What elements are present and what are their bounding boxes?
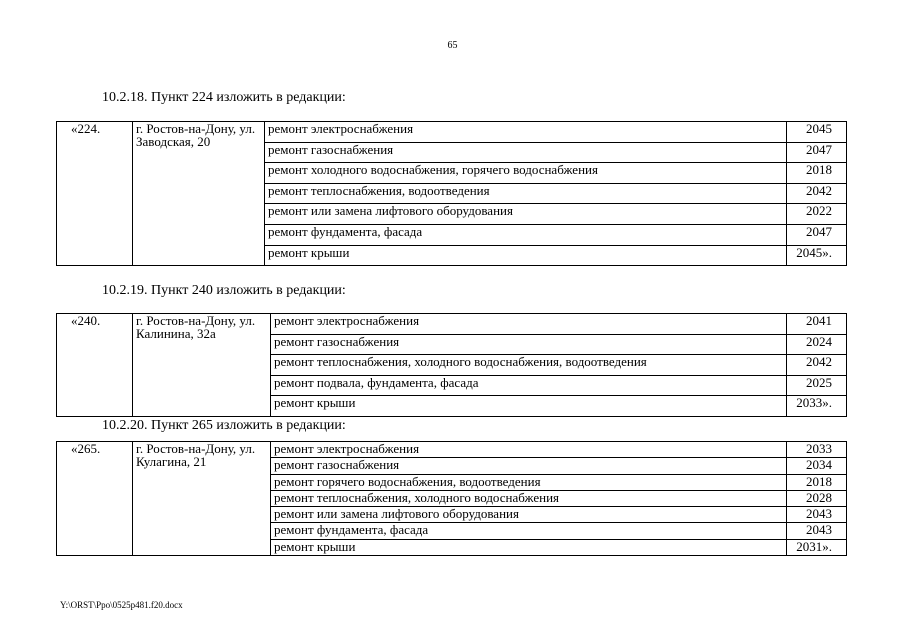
planned-year: 2031». (787, 539, 847, 555)
work-type: ремонт теплоснабжения, холодного водоснабжения (271, 490, 787, 506)
repair-schedule-table (56, 121, 847, 266)
work-type: ремонт теплоснабжения, холодного водоснабжения, водоотведения (271, 355, 787, 376)
planned-year: 2047 (787, 224, 847, 245)
section-heading: 10.2.19. Пункт 240 изложить в редакции: (102, 283, 346, 298)
item-number: «265. (57, 442, 133, 556)
planned-year: 2041 (787, 314, 847, 335)
work-type: ремонт или замена лифтового оборудования (265, 204, 787, 225)
work-type: ремонт газоснабжения (271, 334, 787, 355)
work-type: ремонт горячего водоснабжения, водоотведения (271, 474, 787, 490)
work-type: ремонт электроснабжения (271, 314, 787, 335)
work-type: ремонт газоснабжения (265, 142, 787, 163)
item-number: «224. (57, 122, 133, 266)
work-type: ремонт или замена лифтового оборудования (271, 507, 787, 523)
page-number: 65 (447, 40, 458, 51)
planned-year: 2024 (787, 334, 847, 355)
planned-year: 2034 (787, 458, 847, 474)
work-type: ремонт крыши (265, 245, 787, 266)
section-heading: 10.2.20. Пункт 265 изложить в редакции: (102, 418, 346, 433)
work-type: ремонт газоснабжения (271, 458, 787, 474)
work-type: ремонт крыши (271, 396, 787, 417)
planned-year: 2025 (787, 375, 847, 396)
planned-year: 2047 (787, 142, 847, 163)
section-heading: 10.2.18. Пункт 224 изложить в редакции: (102, 90, 346, 105)
work-type: ремонт теплоснабжения, водоотведения (265, 183, 787, 204)
table-row (57, 122, 847, 143)
repair-schedule-table (56, 313, 847, 417)
planned-year: 2033». (787, 396, 847, 417)
planned-year: 2043 (787, 523, 847, 539)
planned-year: 2022 (787, 204, 847, 225)
building-address: г. Ростов-на-Дону, ул. Заводская, 20 (133, 122, 265, 266)
planned-year: 2042 (787, 183, 847, 204)
work-type: ремонт электроснабжения (271, 442, 787, 458)
file-path-footer: Y:\ORST\Ppo\0525p481.f20.docx (60, 600, 183, 610)
planned-year: 2045». (787, 245, 847, 266)
work-type: ремонт электроснабжения (265, 122, 787, 143)
work-type: ремонт подвала, фундамента, фасада (271, 375, 787, 396)
planned-year: 2033 (787, 442, 847, 458)
planned-year: 2028 (787, 490, 847, 506)
planned-year: 2018 (787, 474, 847, 490)
building-address: г. Ростов-на-Дону, ул. Кулагина, 21 (133, 442, 271, 556)
planned-year: 2042 (787, 355, 847, 376)
table-row (57, 442, 847, 458)
repair-schedule-table (56, 441, 847, 556)
planned-year: 2045 (787, 122, 847, 143)
work-type: ремонт фундамента, фасада (271, 523, 787, 539)
planned-year: 2018 (787, 163, 847, 184)
item-number: «240. (57, 314, 133, 417)
planned-year: 2043 (787, 507, 847, 523)
table-row (57, 314, 847, 335)
work-type: ремонт крыши (271, 539, 787, 555)
building-address: г. Ростов-на-Дону, ул. Калинина, 32а (133, 314, 271, 417)
work-type: ремонт фундамента, фасада (265, 224, 787, 245)
work-type: ремонт холодного водоснабжения, горячего водоснабжения (265, 163, 787, 184)
